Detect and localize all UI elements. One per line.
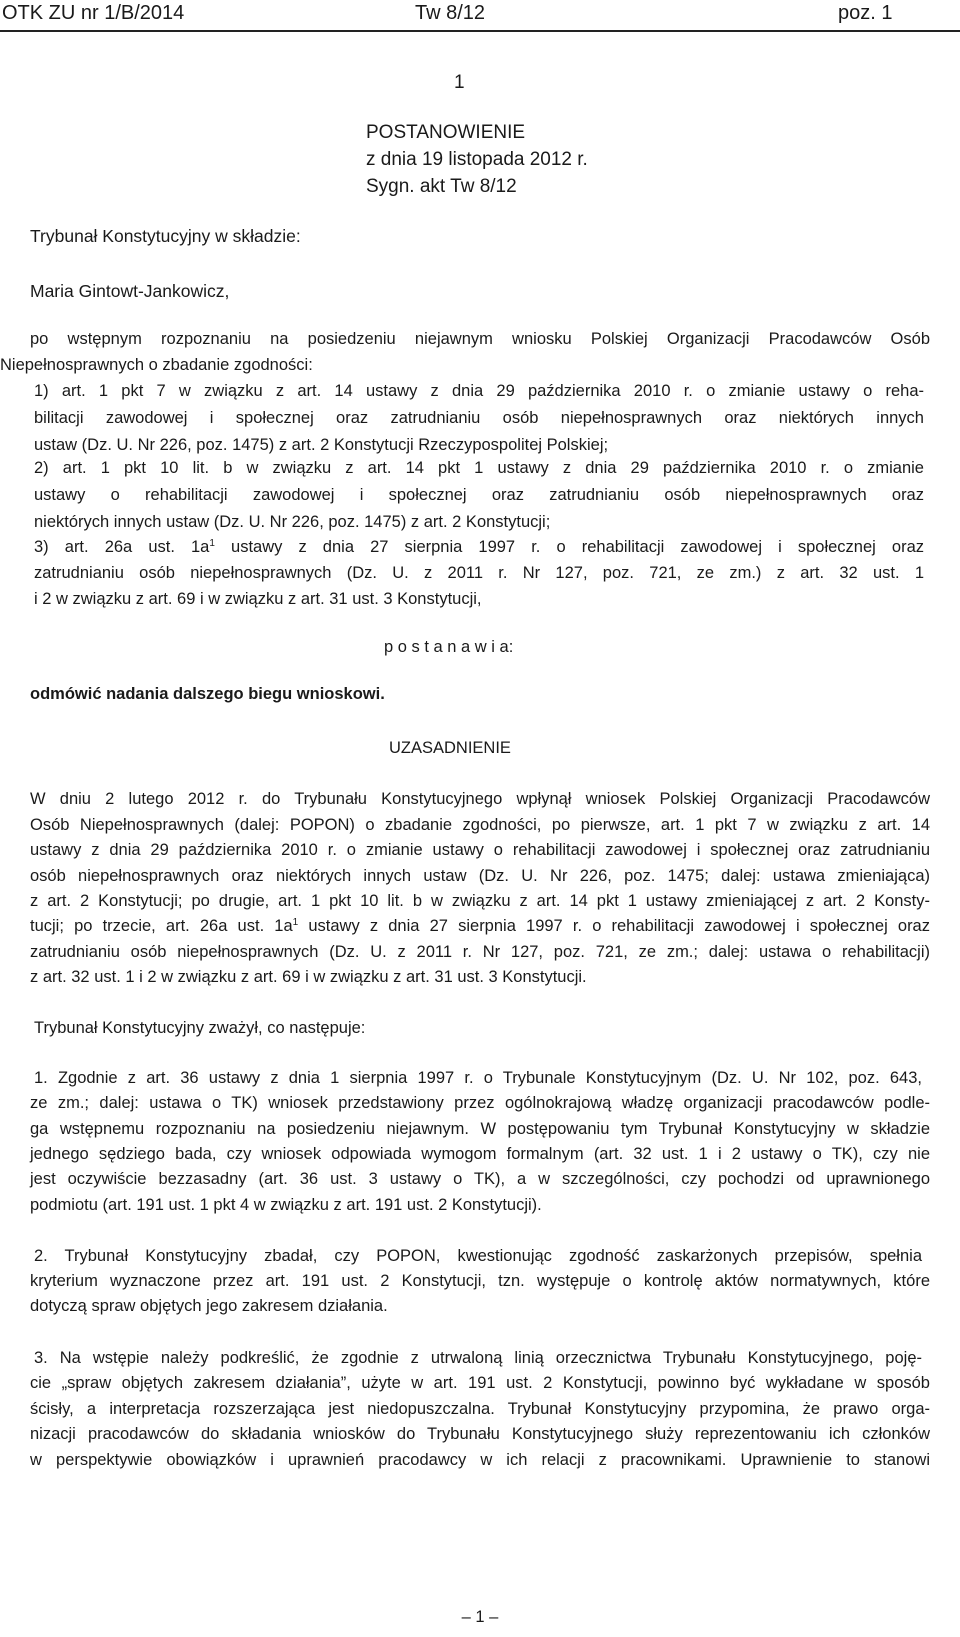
decides-heading: p o s t a n a w i a:	[384, 638, 514, 656]
reasons-line: zatrudnianiu osób niepełnosprawnych (Dz. U. z 2011 r. Nr 127, poz. 721, ze zm.; dalej: ustawa o rehabilitacji)	[30, 943, 930, 961]
reasons-heading: UZASADNIENIE	[389, 739, 511, 757]
point3-line: 3. Na wstępie należy podkreślić, że zgodnie z utrwaloną linią orzecznictwa Trybunału Konstytucyjnego, poję-	[34, 1349, 922, 1367]
item-line: bilitacji zawodowej i społecznej oraz zatrudnianiu osób niepełnosprawnych oraz niektórych innych	[34, 409, 924, 427]
item-line: zatrudnianiu osób niepełnosprawnych (Dz. U. z 2011 r. Nr 127, poz. 721, ze zm.) z art. 32 ust. 1	[34, 564, 924, 582]
header-position: poz. 1	[838, 2, 893, 24]
header-publication: OTK ZU nr 1/B/2014	[2, 2, 185, 24]
item-line: 1) art. 1 pkt 7 w związku z art. 14 ustawy z dnia 29 października 2010 r. o zmianie ustawy o reha-	[34, 382, 924, 400]
case-signature: Sygn. akt Tw 8/12	[366, 176, 517, 197]
ruling-text: odmówić nadania dalszego biegu wnioskowi.	[30, 685, 385, 703]
point3-line: cie „spraw objętych zakresem działania”, użyte w art. 191 ust. 2 Konstytucji, powinno być wykładane w sposób	[30, 1374, 930, 1392]
point1-line: ga wstępnemu rozpoznaniu na posiedzeniu niejawnym. W postępowaniu tym Trybunał Konstytucyjny w składzie	[30, 1120, 930, 1138]
item-line: ustawy o rehabilitacji zawodowej i społecznej oraz zatrudnianiu osób niepełnosprawnych oraz	[34, 486, 924, 504]
reasons-line: z art. 32 ust. 1 i 2 w związku z art. 69 i w związku z art. 31 ust. 3 Konstytucji.	[30, 968, 587, 986]
header-case: Tw 8/12	[415, 2, 486, 24]
reasons-line: ustawy z dnia 29 października 2010 r. o zmianie ustawy o rehabilitacji zawodowej i społecznej oraz zatrudnianiu	[30, 841, 930, 859]
point3-line: w perspektywie obowiązków i uprawnień pracodawcy w ich relacji z pracownikami. Uprawnienie to stanowi	[30, 1451, 930, 1469]
point2-line: 2. Trybunał Konstytucyjny zbadał, czy POPON, kwestionując zgodność zaskarżonych przepisów, spełnia	[34, 1247, 922, 1265]
considered-heading: Trybunał Konstytucyjny zważył, co następuje:	[34, 1019, 366, 1037]
point3-line: nizacji pracodawców do składania wniosków do Trybunału Konstytucyjnego służy reprezentowaniu ich członków	[30, 1425, 930, 1443]
decision-date: z dnia 19 listopada 2012 r.	[366, 149, 588, 170]
superscript: 1	[292, 917, 299, 928]
reasons-line: W dniu 2 lutego 2012 r. do Trybunału Konstytucyjnego wpłynął wniosek Polskiej Organizacji Pracodawców	[30, 790, 930, 808]
item-line-with-superscript: 3) art. 26a ust. $1a^1$ ustawy z dnia 27 sierpnia 1997 r. o rehabilitacji zawodowej i społecznej oraz	[34, 538, 924, 556]
reasons-line: z art. 2 Konstytucji; po drugie, art. 1 pkt 10 lit. b w związku z art. 14 pkt 1 ustawy zmieniającej z art. 2 Konsty-	[30, 892, 930, 910]
decision-number: 1	[454, 72, 465, 93]
item-line: i 2 w związku z art. 69 i w związku z art. 31 ust. 3 Konstytucji,	[34, 590, 482, 608]
item-line: ustaw (Dz. U. Nr 226, poz. 1475) z art. 2 Konstytucji Rzeczypospolitej Polskiej;	[34, 436, 609, 454]
page-number: – 1 –	[461, 1608, 499, 1626]
reasons-line: Osób Niepełnosprawnych (dalej: POPON) o zbadanie zgodności, po pierwsze, art. 1 pkt 7 w związku z art. 14	[30, 816, 930, 834]
point1-line: ze zm.; dalej: ustawa o TK) wniosek przedstawiony przez ogólnokrajową władzę organizacji pracodawców podle-	[30, 1094, 930, 1112]
point1-line: 1. Zgodnie z art. 36 ustawy z dnia 1 sierpnia 1997 r. o Trybunale Konstytucyjnym (Dz. U. Nr 102, poz. 643,	[34, 1069, 922, 1087]
intro-line: po wstępnym rozpoznaniu na posiedzeniu niejawnym wniosku Polskiej Organizacji Pracodawców Osób	[30, 330, 930, 348]
point1-line: jest oczywiście bezzasadny (art. 36 ust. 3 ustawy o TK), a w szczególności, czy pochodzi od uprawnionego	[30, 1170, 930, 1188]
superscript: 1	[209, 538, 215, 549]
intro-line: Niepełnosprawnych o zbadanie zgodności:	[0, 356, 313, 374]
point2-line: dotyczą spraw objętych jego zakresem działania.	[30, 1297, 388, 1315]
header-rule	[0, 30, 960, 32]
tribunal-composition-label: Trybunał Konstytucyjny w składzie:	[30, 226, 301, 246]
item-line: niektórych innych ustaw (Dz. U. Nr 226, poz. 1475) z art. 2 Konstytucji;	[34, 513, 551, 531]
point1-line: jednego sędziego bada, czy wniosek odpowiada wymogom formalnym (art. 32 ust. 1 i 2 ustawy o TK), czy nie	[30, 1145, 930, 1163]
point3-line: ścisły, a interpretacja rozszerzająca jest niedopuszczalna. Trybunał Konstytucyjny przypomina, że prawo orga-	[30, 1400, 930, 1418]
judge-name: Maria Gintowt-Jankowicz,	[30, 281, 230, 301]
point2-line: kryterium wyznaczone przez art. 191 ust. 2 Konstytucji, tzn. występuje o kontrolę aktów normatywnych, które	[30, 1272, 930, 1290]
reasons-line: osób niepełnosprawnych oraz niektórych innych ustaw (Dz. U. Nr 226, poz. 1475; dalej: ustawa zmieniająca)	[30, 867, 930, 885]
reasons-line-with-superscript: tucji; po trzecie, art. 26a ust. $1a^1$ ustawy z dnia 27 sierpnia 1997 r. o rehabilitacji zawodowej i społecznej oraz	[30, 917, 930, 935]
point1-line: podmiotu (art. 191 ust. 1 pkt 4 w związku z art. 191 ust. 2 Konstytucji).	[30, 1196, 542, 1214]
item-line: 2) art. 1 pkt 10 lit. b w związku z art. 14 pkt 1 ustawy z dnia 29 października 2010 r. o zmianie	[34, 459, 924, 477]
document-kind: POSTANOWIENIE	[366, 122, 526, 143]
